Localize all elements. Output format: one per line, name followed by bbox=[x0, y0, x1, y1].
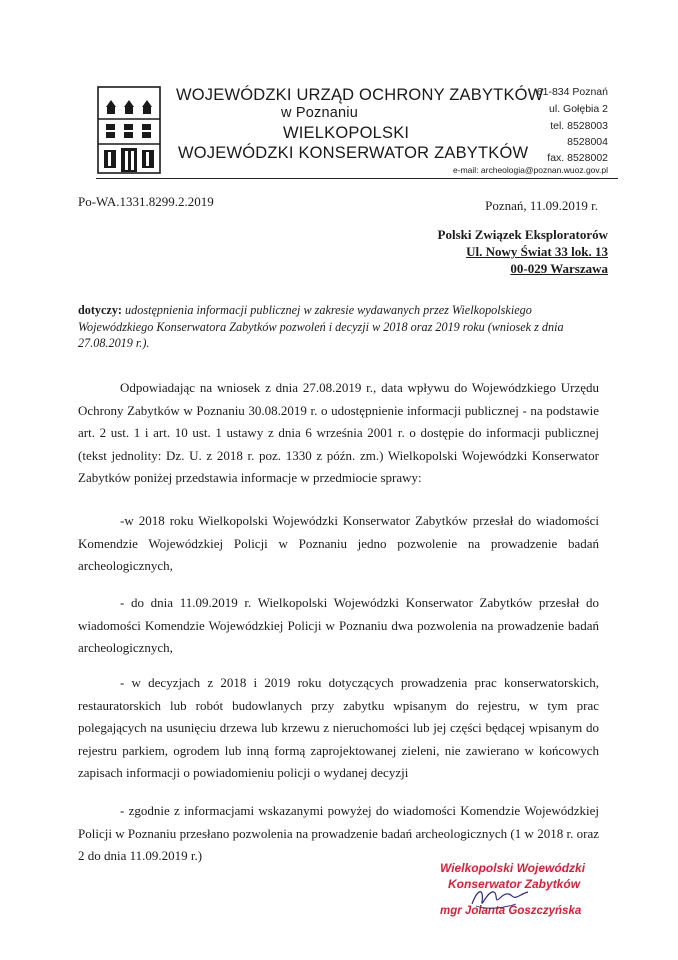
signature-stamp-line: Wielkopolski Wojewódzki bbox=[440, 861, 586, 875]
signature-stamp-line: Konserwator Zabytków bbox=[448, 877, 581, 891]
recipient-street: Ul. Nowy Świat 33 lok. 13 bbox=[466, 244, 608, 259]
signature-stamp-name: mgr Jolanta Goszczyńska bbox=[440, 905, 582, 917]
org-office-title: WOJEWÓDZKI KONSERWATOR ZABYTKÓW bbox=[178, 144, 529, 162]
paragraph-item-1: -w 2018 roku Wielkopolski Wojewódzki Konserwator Zabytków przesłał do wiadomości Komendzie Wojewódzkiej Policji w Poznaniu jedno pozwolenie na prowadzenie badań archeologicznych, bbox=[78, 513, 599, 574]
place-date: Poznań, 11.09.2019 r. bbox=[485, 198, 598, 213]
paragraph-item-4: - zgodnie z informacjami wskazanymi powyżej do wiadomości Komendzie Wojewódzkiej Policji w Poznaniu przesłano pozwolenia na prowadzenie badań archeologicznych (1 w 2018 r. oraz 2 do dnia 11.09.2019 r.) bbox=[78, 803, 599, 864]
paragraph-intro: Odpowiadając na wniosek z dnia 27.08.2019 r., data wpływu do Wojewódzkiego Urzędu Ochrony Zabytków w Poznaniu 30.08.2019 r. o udostępnienie informacji publicznej - na podstawie art. 2 ust. 1 i art. 10 ust. 1 ustawy z dnia 6 września 2001 r. o dostępie do informacji publicznej (tekst jednolity: Dz. U. z 2018 r. poz. 1330 z późn. zm.) Wielkopolski Wojewódzki Konserwator Zabytków poniżej przedstawia informacje w przedmiocie sprawy: bbox=[78, 380, 599, 486]
org-sub-title: WIELKOPOLSKI bbox=[283, 124, 410, 142]
subject bbox=[78, 302, 608, 352]
org-city: w Poznaniu bbox=[281, 105, 358, 121]
recipient-city: 00-029 Warszawa bbox=[510, 261, 608, 276]
address-line: 8528004 bbox=[567, 136, 608, 148]
address-line: tel. 8528003 bbox=[550, 120, 608, 132]
address-line: 61-834 Poznań bbox=[536, 86, 608, 98]
header-rule bbox=[96, 178, 618, 179]
reference-number: Po-WA.1331.8299.2.2019 bbox=[78, 194, 214, 209]
paragraph-item-3: - w decyzjach z 2018 i 2019 roku dotyczących prowadzenia prac konserwatorskich, restauratorskich lub robót budowlanych przy zabytku wpisanym do rejestru, w tym prac polegających na usunięciu drzewa lub krzewu z nieruchomości lub jej części będącej wpisanym do rejestru parkiem, ogrodem lub inną formą zaprojektowanej zieleni, nie zawierano w końcowych zapisach informacji o powiadomieniu policji o wydanej decyzji bbox=[78, 675, 599, 781]
paragraph-item-2: - do dnia 11.09.2019 r. Wielkopolski Wojewódzki Konserwator Zabytków przesłał do wiadomości Komendzie Wojewódzkiej Policji w Poznaniu dwa pozwolenia na prowadzenie badań archeologicznych, bbox=[78, 595, 599, 656]
subject-text: udostępnienia informacji publicznej w zakresie wydawanych przez Wielkopolskiego Wojewódzkiego Konserwatora Zabytków pozwoleń i decyzji w 2018 oraz 2019 roku (wniosek z dnia 27.08.2019 r.). bbox=[78, 303, 564, 350]
subject-label: dotyczy: bbox=[78, 303, 122, 317]
org-name: WOJEWÓDZKI URZĄD OCHRONY ZABYTKÓW bbox=[176, 86, 544, 104]
address-line: fax. 8528002 bbox=[547, 152, 608, 164]
address-line: ul. Gołębia 2 bbox=[549, 103, 608, 115]
handwritten-signature bbox=[468, 884, 538, 912]
recipient-name: Polski Związek Eksploratorów bbox=[437, 227, 608, 242]
email-line: e-mail: archeologia@poznan.wuoz.gov.pl bbox=[453, 165, 608, 175]
recipient-block bbox=[438, 226, 608, 277]
building-facade-logo bbox=[96, 84, 162, 176]
